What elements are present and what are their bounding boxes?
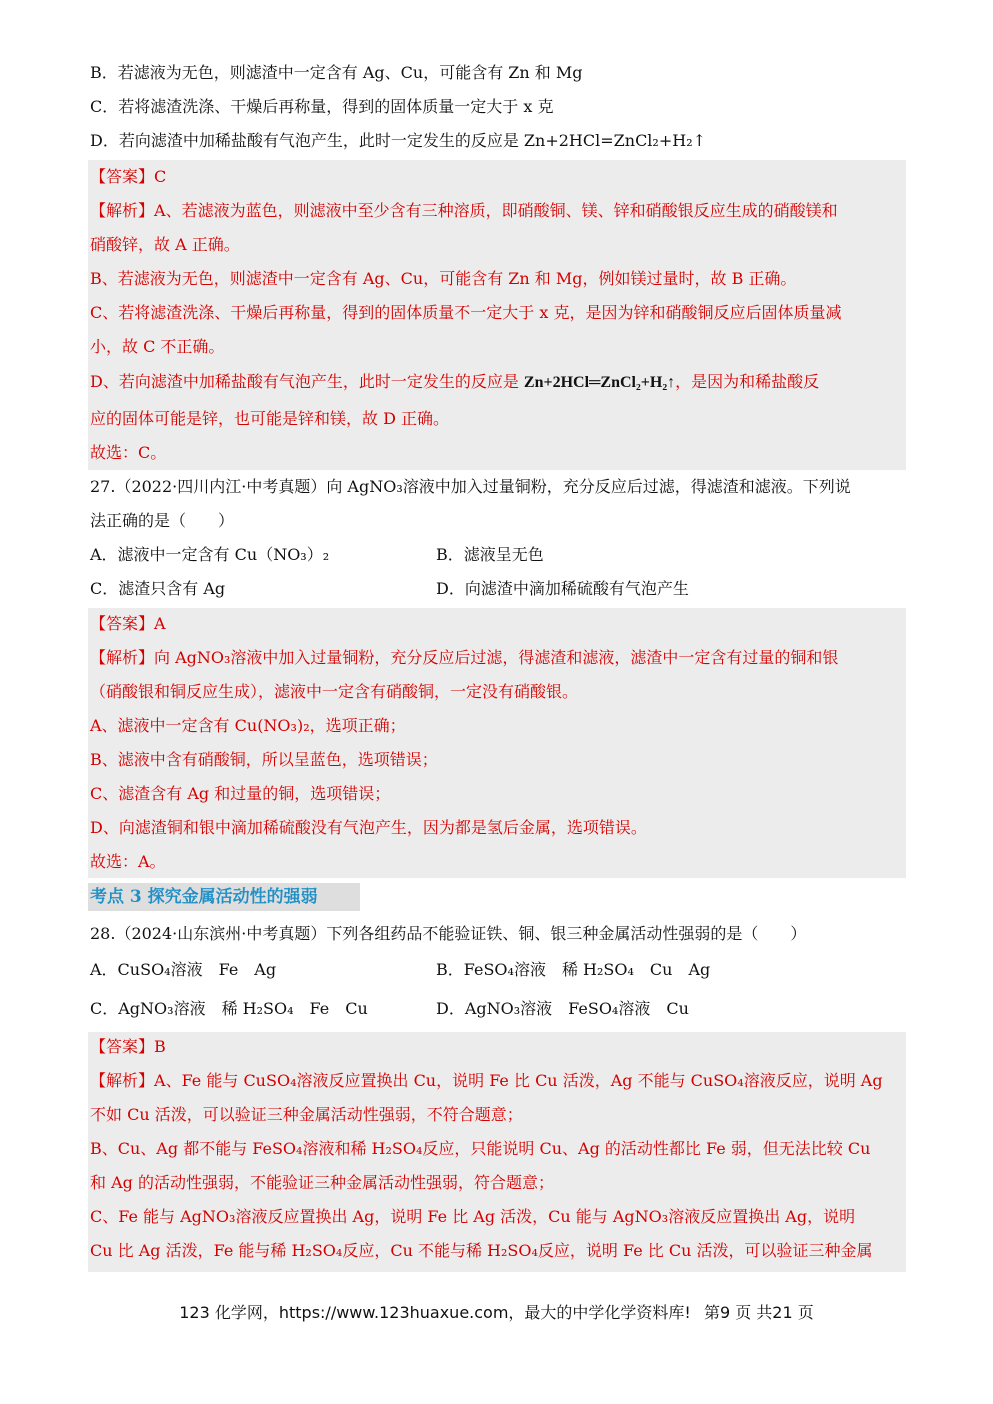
analysis-tag: 【解析】 — [90, 201, 155, 220]
q27-analysis-line-2: （硝酸银和铜反应生成），滤液中一定含有硝酸铜，一定没有硝酸银。 — [90, 682, 579, 701]
q28-option-b: B．FeSO₄溶液 稀 H₂SO₄ Cu Ag — [436, 960, 711, 979]
answer-tag: 【答案】 — [90, 167, 155, 186]
q27-analysis-line-3: A、滤液中一定含有 Cu(NO₃)₂，选项正确； — [90, 716, 406, 735]
q28-stem: 28.（2024·山东滨州·中考真题）下列各组药品不能验证铁、铜、银三种金属活动性强弱的是（ ） — [90, 924, 807, 943]
footer-site-text: 123 化学网，https://www.123huaxue.com，最大的中学化学资料库! — [179, 1303, 691, 1322]
reaction-formula: Zn+2HCl═ZnCl₂+H₂↑ — [523, 374, 676, 391]
section-heading: 考点 3 探究金属活动性的强弱 — [88, 883, 360, 911]
page-footer — [0, 1300, 993, 1323]
answer-value: C — [154, 167, 167, 186]
answer-tag: 【答案】 — [90, 1037, 155, 1056]
q27-analysis-line-5: C、滤渣含有 Ag 和过量的铜，选项错误； — [90, 784, 391, 803]
q26-analysis-line-3: B、若滤液为无色，则滤渣中一定含有 Ag、Cu，可能含有 Zn 和 Mg，例如镁过量时，故 B 正确。 — [90, 269, 797, 288]
q27-analysis-line-6: D、向滤渣铜和银中滴加稀硫酸没有气泡产生，因为都是氢后金属，选项错误。 — [90, 818, 647, 837]
q28-answer — [90, 1037, 166, 1057]
q28-analysis-line-4: 和 Ag 的活动性强弱，不能验证三种金属活动性强弱，符合题意； — [90, 1173, 554, 1192]
q28-analysis-line-5: C、Fe 能与 AgNO₃溶液反应置换出 Ag，说明 Fe 比 Ag 活泼，Cu 能与 AgNO₃溶液反应置换出 Ag，说明 — [90, 1207, 856, 1226]
q26-option-b: B．若滤液为无色，则滤渣中一定含有 Ag、Cu，可能含有 Zn 和 Mg — [90, 63, 583, 82]
q26-analysis-line-5: 小，故 C 不正确。 — [90, 337, 225, 356]
footer-page-number: 第9 页 共21 页 — [703, 1303, 814, 1322]
q26-option-d: D．若向滤渣中加稀盐酸有气泡产生，此时一定发生的反应是 Zn+2HCl=ZnCl₂+H₂↑ — [90, 131, 707, 150]
analysis-tag: 【解析】 — [90, 648, 155, 667]
q28-analysis-line-1 — [90, 1071, 883, 1091]
q26-analysis-line-7: 应的固体可能是锌，也可能是锌和镁，故 D 正确。 — [90, 409, 450, 428]
q28-option-a: A．CuSO₄溶液 Fe Ag — [90, 960, 277, 979]
q27-answer — [90, 614, 166, 634]
q27-stem-1: 27.（2022·四川内江·中考真题）向 AgNO₃溶液中加入过量铜粉，充分反应后过滤，得滤渣和滤液。下列说 — [90, 477, 851, 496]
q26-analysis-line-1 — [90, 201, 838, 221]
q27-option-b: B．滤液呈无色 — [436, 545, 544, 564]
analysis-text: A、Fe 能与 CuSO₄溶液反应置换出 Cu，说明 Fe 比 Cu 活泼，Ag 不能与 CuSO₄溶液反应，说明 Ag — [154, 1071, 883, 1090]
q28-analysis-line-6: Cu 比 Ag 活泼，Fe 能与稀 H₂SO₄反应，Cu 不能与稀 H₂SO₄反应，说明 Fe 比 Cu 活泼，可以验证三种金属 — [90, 1241, 873, 1260]
analysis-text: D、若向滤渣中加稀盐酸有气泡产生，此时一定发生的反应是 — [90, 372, 524, 391]
q28-analysis-line-2: 不如 Cu 活泼，可以验证三种金属活动性强弱，不符合题意； — [90, 1105, 523, 1124]
q27-stem-2: 法正确的是（ ） — [90, 511, 235, 530]
q27-option-a: A．滤液中一定含有 Cu（NO₃）₂ — [90, 545, 330, 564]
answer-tag: 【答案】 — [90, 614, 155, 633]
q28-analysis-line-3: B、Cu、Ag 都不能与 FeSO₄溶液和稀 H₂SO₄反应，只能说明 Cu、Ag 的活动性都比 Fe 弱，但无法比较 Cu — [90, 1139, 871, 1158]
q26-analysis-line-8: 故选：C。 — [90, 443, 167, 462]
q28-option-c: C．AgNO₃溶液 稀 H₂SO₄ Fe Cu — [90, 999, 368, 1018]
q26-analysis-line-4: C、若将滤渣洗涤、干燥后再称量，得到的固体质量不一定大于 x 克，是因为锌和硝酸铜反应后固体质量减 — [90, 303, 842, 322]
q26-analysis-line-6 — [90, 372, 819, 393]
q26-analysis-line-2: 硝酸锌，故 A 正确。 — [90, 235, 240, 254]
q27-analysis-line-4: B、滤液中含有硝酸铜，所以呈蓝色，选项错误； — [90, 750, 438, 769]
analysis-tag: 【解析】 — [90, 1071, 155, 1090]
analysis-text: ，是因为和稀盐酸反 — [675, 372, 820, 391]
q26-option-c: C．若将滤渣洗涤、干燥后再称量，得到的固体质量一定大于 x 克 — [90, 97, 554, 116]
q27-option-d: D．向滤渣中滴加稀硫酸有气泡产生 — [436, 579, 689, 598]
q27-option-c: C．滤渣只含有 Ag — [90, 579, 226, 598]
answer-value: B — [154, 1037, 166, 1056]
q28-option-d: D．AgNO₃溶液 FeSO₄溶液 Cu — [436, 999, 689, 1018]
q27-analysis-line-1 — [90, 648, 838, 668]
analysis-text: 向 AgNO₃溶液中加入过量铜粉，充分反应后过滤，得滤渣和滤液，滤渣中一定含有过量的铜和银 — [154, 648, 839, 667]
q26-answer — [90, 167, 166, 187]
analysis-text: A、若滤液为蓝色，则滤液中至少含有三种溶质，即硝酸铜、镁、锌和硝酸银反应生成的硝酸镁和 — [154, 201, 838, 220]
answer-value: A — [154, 614, 166, 633]
q27-analysis-line-7: 故选：A。 — [90, 852, 166, 871]
